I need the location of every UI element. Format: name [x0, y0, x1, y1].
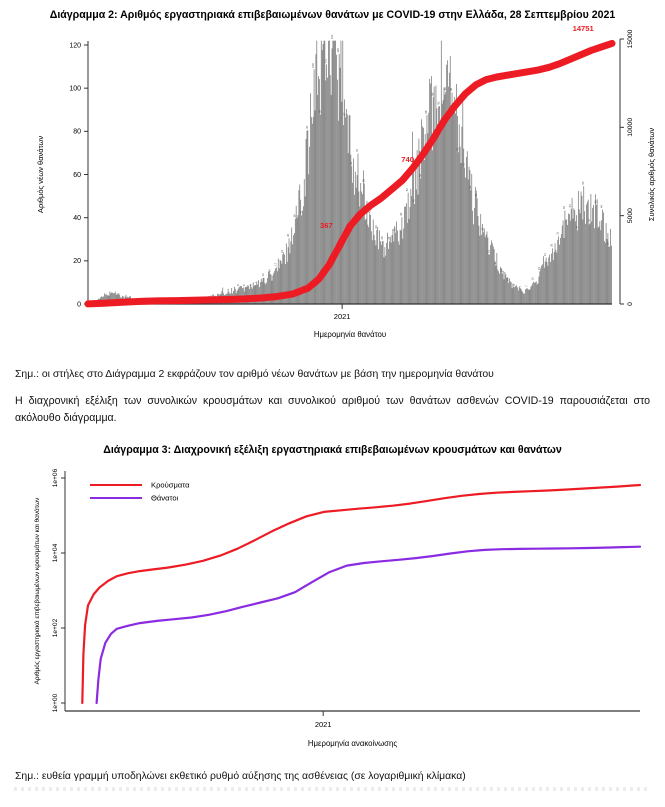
bar-value-label: 9: [255, 281, 259, 284]
bar-value-label: 88: [318, 110, 322, 114]
bar-value-label: 43: [562, 206, 566, 210]
x-axis-title: Ημερομηνία θανάτου: [313, 330, 387, 340]
bar-value-label: 58: [418, 174, 422, 178]
bar-value-label: 44: [600, 205, 604, 209]
diagram3-note: Σημ.: ευθεία γραμμή υποδηλώνει εκθετικό ρυθμό αύξησης της ασθένειας (σε λογαριθμική κλίμακα): [15, 771, 466, 783]
daily-deaths-bars: [90, 34, 612, 304]
bar-value-label: 52: [406, 188, 410, 192]
bar-value-label: 64: [349, 161, 353, 165]
left-tick-label: 1e+00: [52, 694, 59, 713]
bar-value-label: 7: [519, 286, 523, 288]
bar-value-label: 96: [431, 92, 435, 96]
x-tick-label: 2021: [333, 312, 351, 322]
annotation-740: 740: [401, 155, 414, 165]
bar-value-label: 56: [362, 179, 366, 183]
bar-value-label: 15: [537, 267, 541, 271]
right-tick-label: 5000: [627, 208, 634, 224]
bar-value-label: 14: [268, 269, 272, 273]
bar-value-label: 8: [512, 284, 516, 286]
bar-value-label: 53: [468, 185, 472, 189]
bar-value-label: 27: [606, 242, 610, 246]
bar-value-label: 37: [588, 219, 592, 223]
bar-value-label: 7: [525, 285, 529, 288]
bar-value-label: 63: [462, 163, 466, 167]
right-axis-title: Συνολικός αριθμός θανάτων: [647, 128, 656, 222]
deaths-line: [97, 547, 640, 703]
bar-value-label: 109: [312, 63, 316, 69]
bar-value-label: 46: [594, 200, 598, 204]
bar-value-label: 70: [456, 148, 460, 152]
left-tick-label: 1e+04: [52, 544, 59, 563]
report-page: [0, 9, 665, 791]
diagram2-svg: [30, 24, 660, 354]
left-tick-label: 60: [73, 172, 81, 180]
left-tick-label: 100: [69, 85, 81, 93]
cases-line: [82, 485, 640, 703]
bar-value-label: 8: [243, 284, 247, 287]
body-paragraph: Η διαχρονική εξέλιξη των συνολικών κρουσμάτων και συνολικού αριθμού των θανάτων ασθενών COVID-19 παρουσιάζεται στο ακόλουθο διάγραμμα.: [15, 395, 650, 425]
bar-value-label: 21: [544, 253, 548, 257]
left-tick-label: 20: [73, 258, 81, 266]
diagram2-chart: [30, 24, 660, 354]
bar-value-label: 41: [299, 211, 303, 215]
left-tick-label: 1e+02: [52, 619, 59, 638]
diagram3-title: Διάγραμμα 3: Διαχρονική εξέλιξη εργαστηριακά επιβεβαιωμένων κρουσμάτων και θανάτων: [103, 444, 562, 457]
bar-value-label: 46: [412, 199, 416, 203]
bar-value-label: 12: [262, 273, 266, 277]
diagram3-svg: [30, 461, 660, 761]
bar-value-label: 31: [556, 232, 560, 236]
bar-value-label: 39: [293, 214, 297, 218]
legend-label-cases: Κρούσματα: [151, 480, 190, 490]
left-axis-title: Αριθμός εργαστηριακά επιβεβαιωμένων κρουσμάτων και θανάτων: [34, 497, 41, 685]
bar-value-label: 116: [337, 48, 341, 53]
bar-value-label: 34: [575, 226, 579, 230]
bar-value-label: 29: [387, 237, 391, 241]
bar-value-label: 18: [494, 261, 498, 265]
bar-value-label: 10: [531, 277, 535, 281]
bar-value-label: 40: [399, 212, 403, 216]
bar-value-label: 8: [249, 284, 253, 286]
bar-value-label: 88: [425, 110, 429, 114]
right-tick-label: 0: [627, 302, 634, 307]
bar-value-label: 14: [500, 269, 504, 273]
bar-value-label: 29: [381, 236, 385, 240]
bar-value-label: 81: [305, 125, 309, 129]
x-tick-label: 2021: [314, 720, 332, 730]
diagram2-note: Σημ.: οι στήλες στο Διάγραμμα 2 εκφράζουν τον αριθμό νέων θανάτων με βάση την ημερομηνία θανάτου: [15, 369, 494, 381]
bar-value-label: 10: [506, 278, 510, 282]
bar-value-label: 30: [287, 234, 291, 238]
bar-value-label: 41: [368, 210, 372, 214]
bar-value-label: 122: [330, 34, 334, 40]
left-tick-label: 40: [73, 215, 81, 223]
annotation-367: 367: [320, 221, 333, 231]
clipped-next-line: [14, 787, 651, 791]
legend: [90, 481, 190, 503]
bar-value-label: 34: [374, 225, 378, 229]
left-tick-label: 120: [69, 42, 81, 50]
bar-value-label: 17: [274, 263, 278, 267]
legend-label-deaths: Θάνατοι: [151, 493, 179, 503]
bar-value-label: 92: [437, 101, 441, 105]
bar-value-label: 23: [487, 250, 491, 254]
bar-value-label: 98: [450, 88, 454, 92]
right-tick-label: 10000: [627, 118, 634, 138]
bar-value-label: 26: [550, 244, 554, 248]
bar-value-label: 23: [280, 250, 284, 254]
bar-value-label: 111: [324, 59, 328, 64]
bar-value-label: 55: [581, 181, 585, 185]
bar-value-label: 49: [475, 194, 479, 198]
bar-value-label: 98: [443, 87, 447, 91]
bar-value-label: 33: [393, 228, 397, 232]
right-tick-label: 15000: [627, 29, 634, 49]
diagram2-title: Διάγραμμα 2: Αριθμός εργαστηριακά επιβεβαιωμένων θανάτων με COVID-19 στην Ελλάδα, 28 Σεπτεμβρίου 2021: [49, 9, 616, 21]
left-tick-label: 1e+06: [52, 469, 59, 488]
diagram3-chart: [30, 461, 660, 761]
x-axis-title: Ημερομηνία ανακοίνωσης: [307, 739, 398, 749]
bar-value-label: 44: [569, 204, 573, 208]
left-tick-label: 0: [77, 301, 81, 309]
bar-value-label: 87: [343, 112, 347, 116]
bar-value-label: 33: [481, 227, 485, 231]
annotation-14751: 14751: [572, 24, 594, 34]
left-tick-label: 80: [73, 128, 81, 136]
bar-value-label: 8: [236, 284, 240, 287]
bar-value-label: 70: [356, 149, 360, 153]
left-axis-title: Αριθμός νέων θανάτων: [36, 136, 45, 214]
